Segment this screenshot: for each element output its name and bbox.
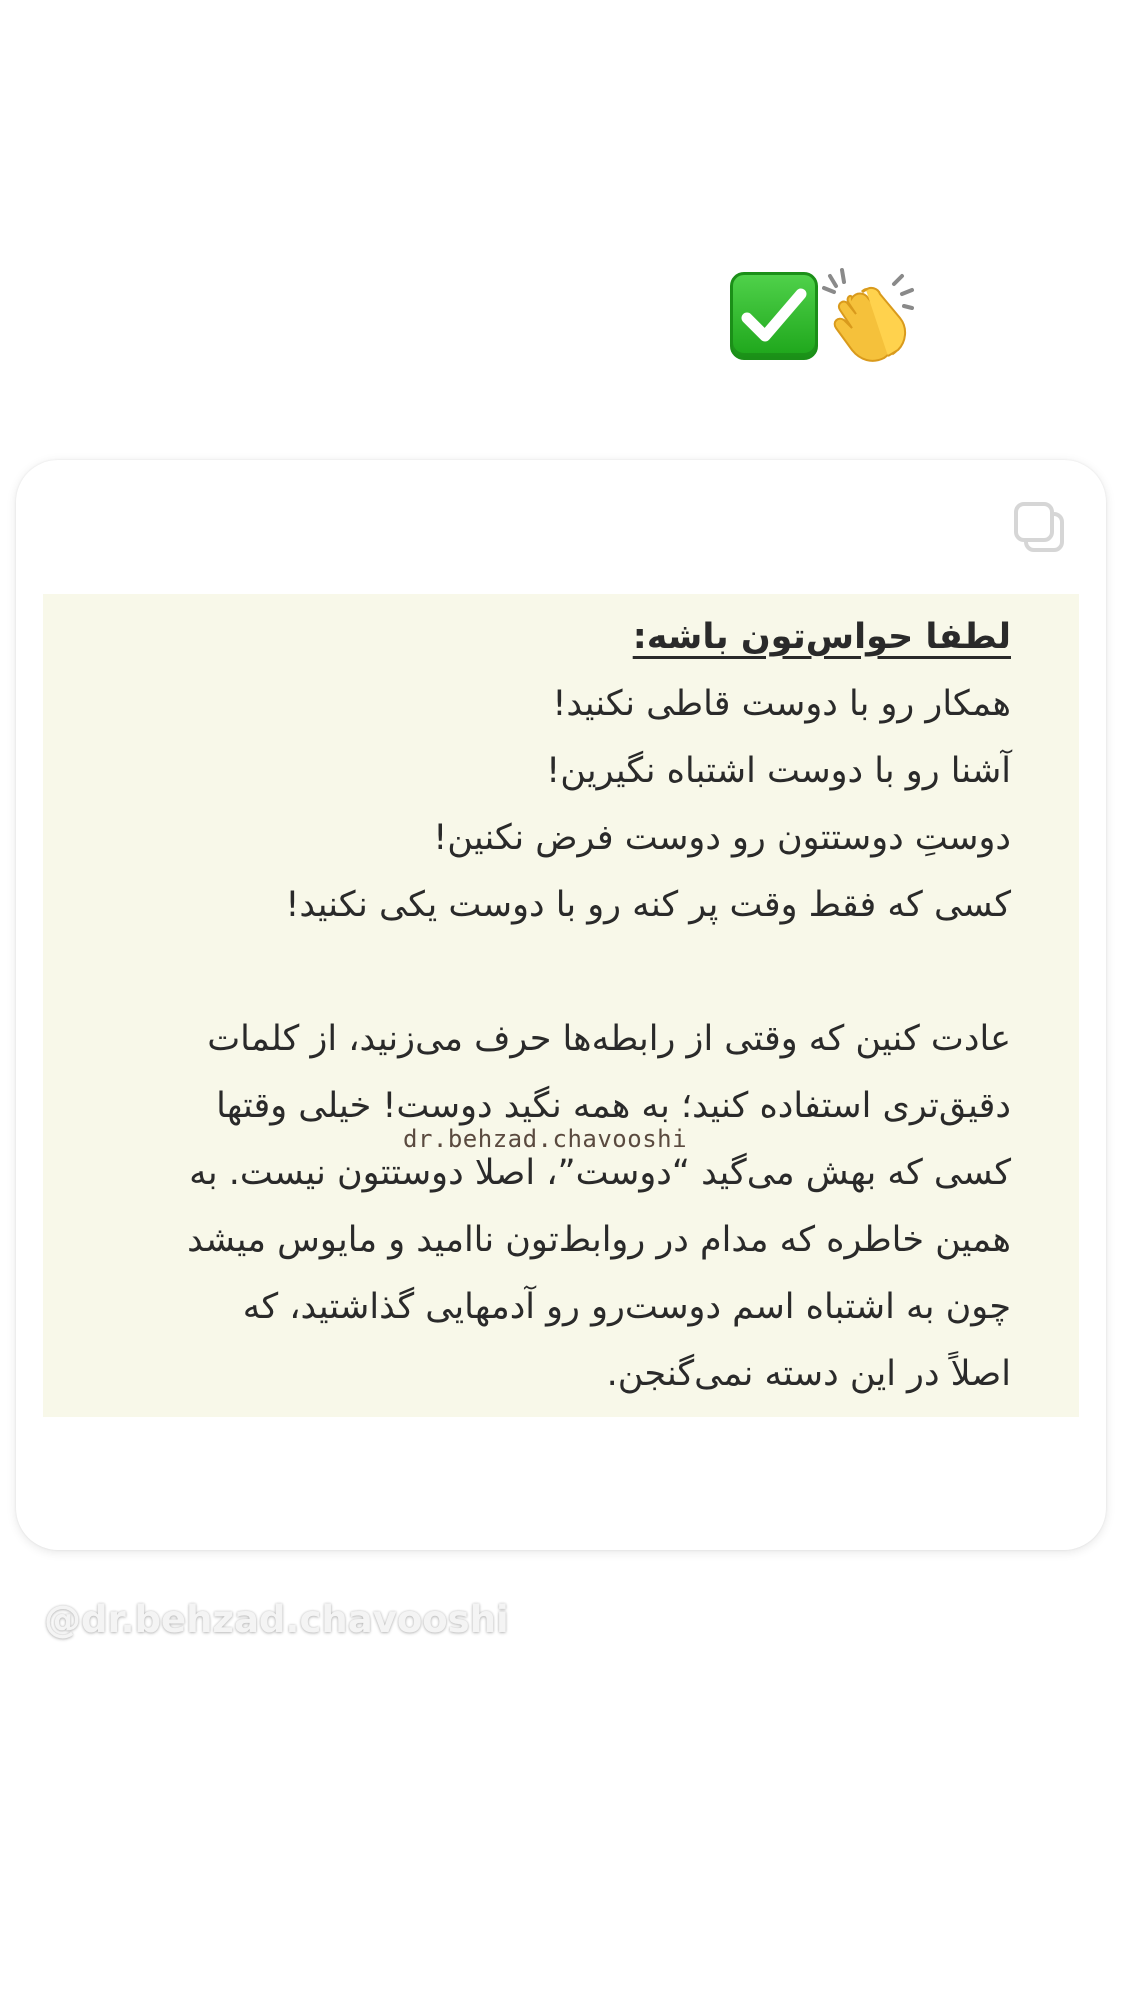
paragraph-line: اصلاً در این دسته نمی‌گنجن. (606, 1354, 1011, 1394)
copy-icon[interactable] (1008, 496, 1070, 558)
paragraph-gap (103, 939, 1011, 1006)
clapping-hands-icon (822, 268, 914, 364)
note-text-block (43, 594, 1079, 1417)
paragraph-line: همین خاطره که مدام در روابط‌تون ناامید و مایوس میشد (187, 1220, 1011, 1260)
note-line: دوستِ دوستتون رو دوست فرض نکنین! (433, 818, 1011, 858)
note-line: همکار رو با دوست قاطی نکنید! (552, 684, 1011, 724)
sticker-row (730, 268, 914, 364)
paragraph-line: دقیق‌تری استفاده کنید؛ به همه نگید دوست! خیلی وقتها (216, 1086, 1011, 1126)
center-watermark: dr.behzad.chavooshi (403, 1125, 688, 1153)
check-mark-button-icon (730, 272, 818, 360)
note-line: کسی که فقط وقت پر کنه رو با دوست یکی نکنید! (285, 885, 1011, 925)
check-mark-glyph (741, 286, 807, 346)
post-card (16, 460, 1106, 1550)
note-title: لطفا حواس‌تون باشه: (632, 617, 1011, 657)
note-line: آشنا رو با دوست اشتباه نگیرین! (546, 751, 1011, 791)
paragraph-line: چون به اشتباه اسم دوست‌رو رو آدمهایی گذاشتید، که (242, 1287, 1011, 1327)
paragraph-line: کسی که بهش می‌گید “دوست”، اصلا دوستتون نیست. به (189, 1153, 1011, 1193)
paragraph-line: عادت کنین که وقتی از رابطه‌ها حرف می‌زنید، از کلمات (207, 1019, 1011, 1059)
author-handle[interactable]: @dr.behzad.chavooshi (44, 1598, 509, 1641)
